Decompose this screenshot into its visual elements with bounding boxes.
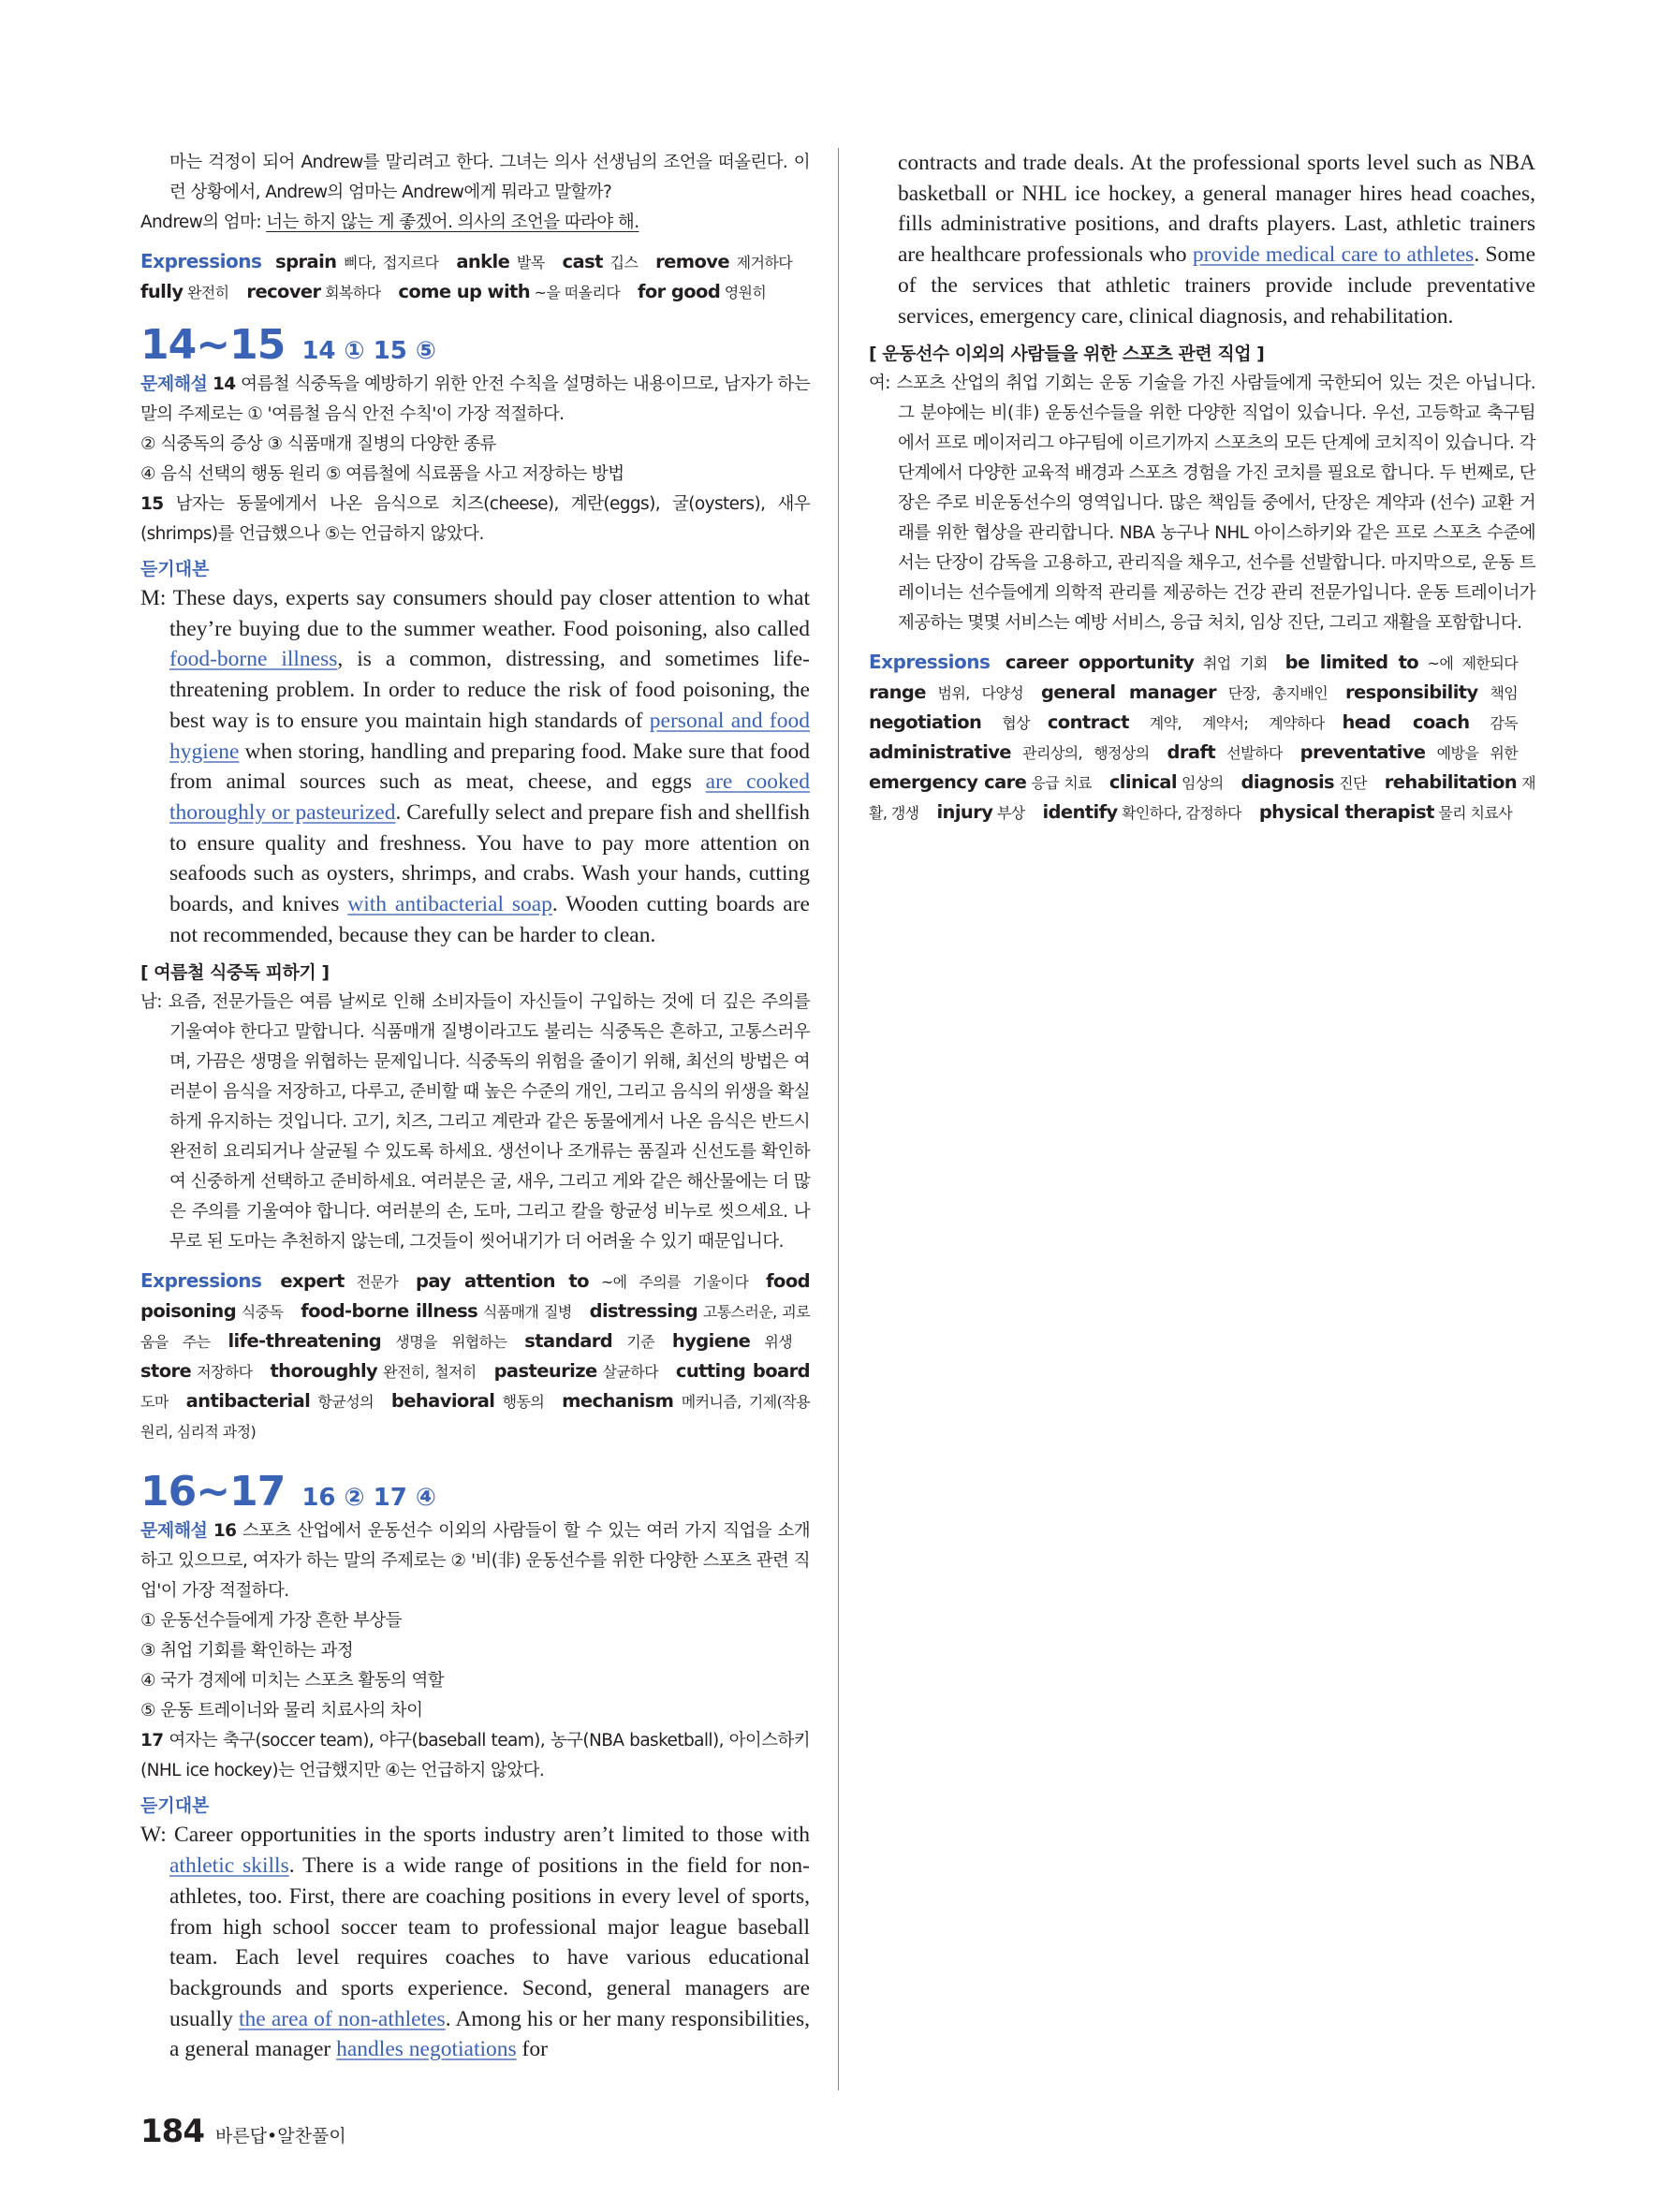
expression-term: be limited to: [1285, 652, 1419, 674]
expression-term: for good: [638, 281, 721, 302]
script-text: . There is a wide range of positions in the field for non-athletes, too. First, there are coaching positions in every level of sports, from high school soccer team to professional major league baseball team. Each level requires coaches to have various educational backgrounds and sports experience. Second, general managers are usually: [169, 1853, 810, 2031]
expressions-label: Expressions: [869, 651, 991, 674]
expression-gloss: 책임: [1477, 684, 1519, 703]
section-number: 14~15: [140, 321, 286, 369]
expression-gloss: 계약, 계약서; 계약하다: [1128, 714, 1325, 733]
expression-term: injury: [936, 801, 993, 824]
expression-gloss: 재활, 갱생: [869, 774, 1536, 823]
option-line: ① 운동선수들에게 가장 흔한 부상들: [140, 1611, 402, 1632]
expression-term: standard: [524, 1330, 613, 1353]
script-body: [169, 1823, 810, 2061]
expression-gloss: 협상: [981, 714, 1030, 733]
expression-gloss: 메커니즘, 기제(작용 원리, 심리적 과정): [140, 1393, 810, 1442]
expression-gloss: 범위, 다양성: [925, 684, 1024, 703]
expression-term: career opportunity: [1005, 652, 1195, 674]
highlighted-phrase: with antibacterial soap: [347, 892, 552, 917]
script-text: Career opportunities in the sports industry aren’t limited to those with: [174, 1823, 811, 1848]
column-divider: [838, 148, 839, 2090]
script-label: 듣기대본: [140, 1795, 210, 1817]
solution-14: [140, 369, 810, 430]
section-14-15-header: [140, 322, 810, 369]
expression-gloss: 관리상의, 행정상의: [1010, 744, 1150, 763]
expression-gloss: 생명을 위협하는: [381, 1333, 507, 1352]
expression-gloss: 저장하다: [191, 1363, 253, 1382]
expression-term: negotiation: [869, 711, 982, 734]
expression-term: diagnosis: [1241, 771, 1335, 794]
right-column: [869, 148, 1535, 828]
translation-body: 요즘, 전문가들은 여름 날씨로 인해 소비자들이 자신들이 구입하는 것에 더 깊은 주의를 기울여야 한다고 말합니다. 식품매개 질병이라고도 불리는 식중독은 흔하고, 고통스러우며, 가끔은 생명을 위협하는 문제입니다. 식중독의 위험을 줄이기 위해, 최선의 방법은 여러분이 음식을 저장하고, 다루고, 준비할 때 높은 수준의 개인, 그리고 음식의 위생을 확실하게 유지하는 것입니다. 고기, 치즈, 그리고 계란과 같은 동물에게서 나온 음식은 반드시 완전히 요리되거나 살균될 수 있도록 하세요. 생선이나 조개류는 품질과 신선도를 확인하여 신중하게 선택하고 준비하세요. 여러분은 굴, 새우, 그리고 게와 같은 해산물에는 더 많은 주의를 기울여야 합니다. 여러분의 손, 도마, 그리고 칼을 항균성 비누로 씻으세요. 나무로 된 도마는 추천하지 않는데, 그것들이 씻어내기가 더 어려울 수 있기 때문입니다.: [168, 992, 811, 1252]
expression-term: range: [869, 681, 926, 704]
expression-term: hygiene: [671, 1330, 751, 1353]
left-column: [140, 148, 810, 2065]
expression-gloss: 제거하다: [729, 254, 793, 271]
script-body: [169, 586, 810, 947]
expression-gloss: 부상: [992, 804, 1025, 823]
solution-text: 남자는 동물에게서 나온 음식으로 치즈(cheese), 계란(eggs), 굴(oysters), 새우(shrimps)를 언급했으나 ⑤는 언급하지 않았다.: [140, 494, 811, 544]
question-number: 16: [213, 1521, 237, 1542]
highlighted-phrase: personal and food hygiene: [169, 708, 810, 764]
expression-gloss: 영원히: [720, 284, 767, 301]
expression-gloss: 감독: [1469, 714, 1519, 733]
prev-answer-line: [140, 208, 810, 238]
expression-gloss: 완전히: [183, 284, 229, 301]
expressions-list: [869, 652, 1535, 823]
expression-gloss: 임상의: [1176, 774, 1224, 793]
expression-term: food-borne illness: [301, 1300, 478, 1323]
translation-16: [869, 369, 1535, 638]
highlighted-phrase: the area of non-athletes: [239, 2006, 446, 2031]
page-number: 184: [140, 2113, 204, 2150]
expression-term: come up with: [398, 281, 531, 302]
solution-label: 문제해설: [140, 1520, 208, 1542]
option-line: ④ 음식 선택의 행동 원리 ⑤ 여름철에 식료품을 사고 저장하는 방법: [140, 464, 624, 484]
expressions-14: [140, 1267, 810, 1446]
question-number: 14: [212, 374, 236, 394]
script-text: . Some of the services that athletic trainers provide include preventative services, emergency care, clinical diagnosis, and rehabilitation.: [898, 242, 1535, 329]
expression-gloss: 선발하다: [1215, 744, 1283, 763]
script-text: for: [516, 2037, 548, 2062]
expression-term: behavioral: [390, 1390, 495, 1413]
answer-text: 너는 하지 않는 게 좋겠어. 의사의 조언을 따라야 해.: [266, 212, 639, 232]
expression-term: responsibility: [1345, 681, 1478, 704]
solution-16: [140, 1516, 810, 1606]
solution-label: 문제해설: [140, 374, 208, 394]
expression-gloss: 살균하다: [596, 1363, 658, 1382]
expression-gloss: 삐다, 접지르다: [336, 254, 439, 271]
expressions-label: Expressions: [140, 250, 262, 272]
translation-speaker: 남:: [140, 992, 162, 1013]
expression-gloss: ~을 떠올리다: [530, 284, 621, 301]
option-line: ② 식중독의 증상 ③ 식품매개 질병의 다양한 종류: [140, 434, 496, 454]
expression-gloss: 확인하다, 감정하다: [1117, 804, 1241, 823]
expression-term: head coach: [1342, 711, 1470, 734]
expressions-list: [140, 1270, 810, 1442]
question-number: 17: [140, 1731, 164, 1751]
expression-term: remove: [655, 251, 729, 272]
script-label: 듣기대본: [140, 559, 210, 579]
book-title: 바른답•알찬풀이: [214, 2126, 346, 2146]
script-text: contracts and trade deals. At the professional sports level such as NBA basketball or NHL ice hockey, a general manager hires head coaches, fills administrative positions, and drafts players. Last, athletic trainers are healthcare professionals who: [898, 151, 1535, 268]
expression-term: expert: [280, 1270, 345, 1293]
expression-term: contract: [1047, 711, 1129, 734]
question-number: 15: [140, 494, 164, 514]
expression-term: fully: [140, 281, 184, 302]
option-line: ③ 취업 기회를 확인하는 과정: [140, 1641, 354, 1662]
highlighted-phrase: provide medical care to athletes: [1192, 242, 1475, 268]
expression-gloss: ~에 주의를 기울이다: [588, 1273, 749, 1292]
expression-term: rehabilitation: [1384, 771, 1518, 794]
expression-term: sprain: [275, 251, 337, 272]
expressions-top: [140, 247, 810, 307]
expression-gloss: 발목: [509, 254, 545, 271]
expression-term: ankle: [456, 251, 510, 272]
translation-speaker: 여:: [869, 374, 890, 394]
highlighted-phrase: handles negotiations: [336, 2037, 517, 2062]
script-text: . Wooden cutting boards are not recommended, because they can be harder to clean.: [169, 892, 810, 947]
solution-text: 스포츠 산업에서 운동선수 이외의 사람들이 할 수 있는 여러 가지 직업을 소개하고 있으므로, 여자가 하는 말의 주제로는 ② '비(非) 운동선수를 위한 다양한 스포츠 관련 직업'이 가장 적절하다.: [140, 1521, 811, 1602]
solution-15: [140, 490, 810, 549]
script-speaker: W:: [140, 1823, 167, 1848]
expression-term: physical therapist: [1258, 801, 1434, 824]
expression-gloss: ~에 제한되다: [1418, 654, 1519, 673]
solution-17: [140, 1726, 810, 1786]
expression-term: cast: [562, 251, 603, 272]
expression-gloss: 도마: [140, 1393, 169, 1412]
script-text: These days, experts say consumers should pay closer attention to what they’re buying due to the summer weather. Food poisoning, also called: [169, 586, 811, 641]
expression-term: recover: [246, 281, 321, 302]
expression-term: general manager: [1040, 681, 1217, 704]
expression-term: draft: [1167, 741, 1216, 764]
script-16-part1: [140, 1820, 810, 2065]
script-body: [898, 151, 1535, 329]
prev-question-text: 마는 걱정이 되어 Andrew를 말리려고 한다. 그녀는 의사 선생님의 조언을 떠올린다. 이런 상황에서, Andrew의 엄마는 Andrew에게 뭐라고 말할까?: [169, 153, 810, 202]
script-16-part2: [869, 148, 1535, 331]
section-16-17-header: [140, 1469, 810, 1516]
expression-term: cutting board: [675, 1360, 810, 1383]
solution-text: 여름철 식중독을 예방하기 위한 안전 수칙을 설명하는 내용이므로, 남자가 하는 말의 주제로는 ① '여름철 음식 안전 수칙'이 가장 적절하다.: [140, 374, 811, 424]
expression-term: distressing: [589, 1300, 698, 1323]
section-number: 16~17: [140, 1468, 286, 1516]
expression-gloss: 진단: [1334, 774, 1367, 793]
expression-term: life-threatening: [228, 1330, 382, 1353]
translation-title: [ 여름철 식중독 피하기 ]: [140, 962, 330, 984]
script-text: , is a common, distressing, and sometimes life-threatening problem. In order to reduce the risk of food poisoning, the best way is to ensure you maintain high standards of: [169, 647, 810, 733]
expression-term: antibacterial: [185, 1390, 311, 1413]
expression-gloss: 깁스: [602, 254, 639, 271]
expression-term: store: [140, 1360, 192, 1383]
expression-gloss: 회복하다: [320, 284, 381, 301]
expression-term: administrative: [869, 741, 1011, 764]
script-speaker: M:: [140, 586, 167, 610]
expression-gloss: 항균성의: [310, 1393, 374, 1412]
expression-term: preventative: [1299, 741, 1426, 764]
expression-gloss: 행동의: [494, 1393, 545, 1412]
expression-gloss: 식품매개 질병: [477, 1303, 572, 1322]
expression-gloss: 예방을 위한: [1425, 744, 1519, 763]
page-footer: [140, 2113, 346, 2150]
expression-term: thoroughly: [270, 1360, 378, 1383]
expression-gloss: 고통스러운, 괴로움을 주는: [140, 1303, 810, 1352]
expression-gloss: 전문가: [344, 1273, 399, 1292]
translation-body: 스포츠 산업의 취업 기회는 운동 기술을 가진 사람들에게 국한되어 있는 것은 아닙니다. 그 분야에는 비(非) 운동선수들을 위한 다양한 직업이 있습니다. 우선, 고등학교 축구팀에서 프로 메이저리그 야구팀에 이르기까지 스포츠의 모든 단계에 코치직이 있습니다. 각 단계에서 다양한 교육적 배경과 스포츠 경험을 가진 코치를 필요로 합니다. 두 번째로, 단장은 주로 비운동선수의 영역입니다. 많은 책임들 중에서, 단장은 계약과 (선수) 교환 거래를 위한 협상을 관리합니다. NBA 농구나 NHL 아이스하키와 같은 프로 스포츠 수준에서는 단장이 감독을 고용하고, 관리직을 채우고, 선수를 선발합니다. 마지막으로, 운동 트레이너는 선수들에게 의학적 관리를 제공하는 건강 관리 전문가입니다. 운동 트레이너가 제공하는 몇몇 서비스는 예방 서비스, 응급 처치, 임상 진단, 그리고 재활을 포함합니다.: [896, 374, 1536, 634]
expressions-label: Expressions: [140, 1269, 262, 1293]
expression-term: clinical: [1108, 771, 1177, 794]
expression-term: identify: [1042, 801, 1118, 824]
expression-term: pasteurize: [493, 1360, 597, 1383]
expression-term: pay attention to: [416, 1270, 589, 1293]
script-text: . Carefully select and prepare fish and shellfish to ensure quality and freshness. You have to pay more attention on seafoods such as oysters, shrimps, and crabs. Wash your hands, cutting boards, and knives: [169, 799, 810, 917]
expression-gloss: 단장, 총지배인: [1216, 684, 1329, 703]
highlighted-phrase: food-borne illness: [169, 647, 338, 672]
option-line: ④ 국가 경제에 미치는 스포츠 활동의 역할: [140, 1671, 445, 1692]
translation-14: [140, 988, 810, 1257]
expression-gloss: 기준: [612, 1333, 654, 1352]
expression-term: emergency care: [869, 771, 1027, 794]
section-answers: 14 ① 15 ⑤: [301, 337, 436, 365]
highlighted-phrase: are cooked thoroughly or pasteurized: [169, 769, 810, 825]
script-text: . Among his or her many responsibilities, a general manager: [169, 2006, 810, 2062]
expression-gloss: 응급 치료: [1026, 774, 1092, 793]
expression-term: mechanism: [562, 1390, 674, 1413]
translation-title: [ 운동선수 이외의 사람들을 위한 스포츠 관련 직업 ]: [869, 344, 1265, 365]
script-14: [140, 583, 810, 950]
script-text: when storing, handling and preparing food. Make sure that food from animal sources such as meat, cheese, and eggs: [169, 739, 810, 795]
answer-speaker: Andrew의 엄마:: [140, 212, 261, 232]
expression-gloss: 물리 치료사: [1433, 804, 1513, 823]
expressions-16: [869, 648, 1535, 828]
option-line: ⑤ 운동 트레이너와 물리 치료사의 차이: [140, 1701, 423, 1721]
expression-gloss: 위생: [750, 1333, 793, 1352]
expression-gloss: 완전히, 철저히: [377, 1363, 477, 1382]
section-answers: 16 ② 17 ④: [301, 1484, 436, 1513]
expression-gloss: 식중독: [236, 1303, 284, 1322]
highlighted-phrase: athletic skills: [169, 1853, 289, 1879]
solution-text: 여자는 축구(soccer team), 야구(baseball team), 농구(NBA basketball), 아이스하키(NHL ice hockey)는 언급했지만 ④는 언급하지 않았다.: [140, 1731, 811, 1781]
expression-gloss: 취업 기회: [1194, 654, 1268, 673]
expression-term: food poisoning: [140, 1270, 810, 1323]
